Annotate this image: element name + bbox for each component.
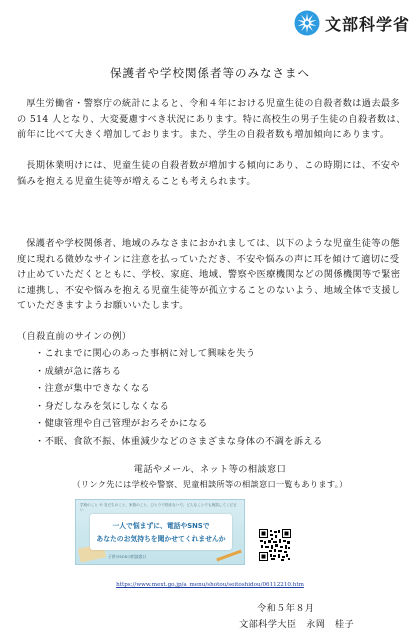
list-item: ・ 不眠、食欲不振、体重減少などのさまざまな身体の不調を訴える bbox=[35, 433, 323, 451]
issue-date: 令和５年８月 bbox=[257, 603, 315, 614]
paragraph-statistics: 厚生労働省・警察庁の統計によると、令和４年における児童生徒の自殺者数は過去最多の 514 人となり、大変憂慮すべき状況にあります。特に高校生の男子生徒の自殺者数は、前年に比べて大きく増加しております。また、学生の自殺者数も増加傾向にあります。 bbox=[17, 98, 406, 141]
page-title: 保護者や学校関係者等のみなさまへ bbox=[110, 66, 310, 80]
list-item: ・ これまでに関心のあった事柄に対して興味を失う bbox=[35, 345, 323, 363]
mext-circle-logo-icon bbox=[294, 10, 320, 36]
ministry-name: 文部科学省 bbox=[324, 14, 410, 34]
banner-footer: 子供のSOSの相談窓口 bbox=[108, 554, 147, 559]
consultation-title: 電話やメール、ネット等の相談窓口 bbox=[133, 464, 287, 475]
banner-line-2: あなたのお気持ちを聞かせてくれませんか bbox=[96, 535, 226, 543]
list-item: ・ 身だしなみを気にしなくなる bbox=[35, 398, 323, 416]
banner-message-card bbox=[90, 514, 232, 550]
list-item: ・ 注意が集中できなくなる bbox=[35, 380, 323, 398]
paragraph-request: 保護者や学校関係者、地域のみなさまにおかれましては、以下のような児童生徒等の態度に現れる微妙なサインに注意を払っていただき、不安や悩みの声に耳を傾けて適切に受け止めていただくとともに、学校、家庭、地域、警察や医療機関などの関係機関等で緊密に連携し、不安や悩みを抱える児童生徒等が孤立することのないよう、地域全体で支援していただきますようお願いいたします。 bbox=[17, 238, 401, 312]
signs-list bbox=[35, 345, 323, 450]
pencil-decoration bbox=[216, 550, 241, 562]
signs-heading: （自殺直前のサインの例） bbox=[17, 331, 132, 342]
consultation-note: （リンク先には学校や警察、児童相談所等の相談窓口一覧もあります。） bbox=[72, 479, 348, 489]
consultation-url-link[interactable]: https://www.mext.go.jp/a_menu/shotou/seitoshidou/06112210.htm bbox=[116, 582, 304, 588]
banner-top-text: 学校のこと や 友だちのこと、家族のこと、ひとりで悩まないで。どんなことでも相談してください bbox=[80, 503, 237, 512]
qr-code-icon[interactable] bbox=[259, 529, 291, 561]
list-item: ・ 成績が急に落ちる bbox=[35, 363, 323, 381]
consultation-banner-link[interactable] bbox=[75, 499, 245, 565]
ministry-logo bbox=[294, 10, 410, 36]
banner-line-1: 一人で悩まずに、電話やSNSで bbox=[112, 522, 210, 530]
paragraph-holiday: 長期休業明けには、児童生徒の自殺者数が増加する傾向にあり、この時期には、不安や悩みを抱える児童生徒等が増えることも考えられます。 bbox=[17, 160, 401, 187]
list-item: ・ 健康管理や自己管理がおろそかになる bbox=[35, 415, 323, 433]
minister-signature: 文部科学大臣 永岡 桂子 bbox=[239, 619, 355, 630]
